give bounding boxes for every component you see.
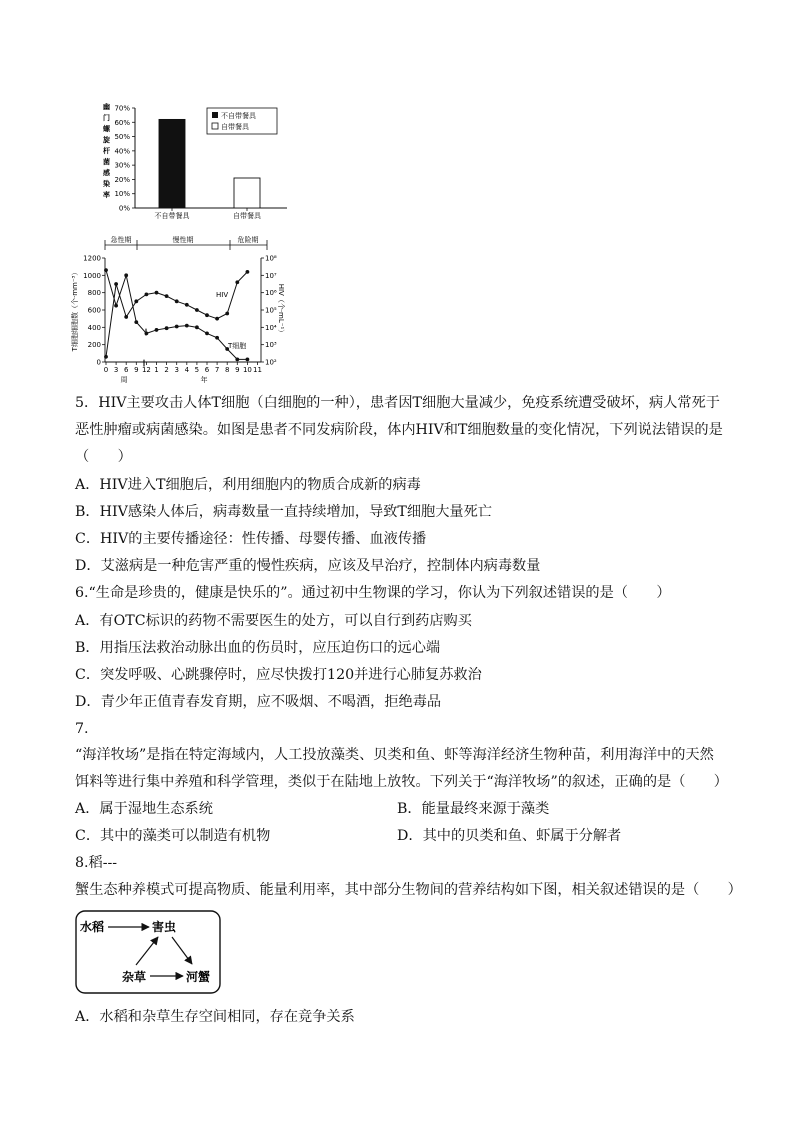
x-tick-label: 3 (113, 366, 119, 374)
left-axis-label: T细胞细胞数（个·mm⁻³） (71, 268, 79, 352)
edge-pest-crab (172, 937, 192, 964)
x-tick-label: 0 (103, 366, 109, 374)
node-weed: 杂草 (122, 970, 147, 984)
tcell-data-point (124, 273, 128, 277)
right-tick-label: 10² (265, 358, 277, 367)
right-tick-label: 10⁸ (265, 254, 277, 263)
legend-label-2: 自带餐具 (221, 123, 249, 131)
phase-danger: 危险期 (237, 236, 259, 244)
hiv-data-point (235, 280, 239, 284)
tcell-data-point (185, 324, 189, 328)
hiv-data-point (114, 282, 118, 286)
y-tick-label: 50% (114, 133, 130, 142)
y-label-char: 率 (103, 191, 110, 199)
hiv-data-point (185, 303, 189, 307)
x-tick-label: 5 (194, 366, 200, 374)
tcell-data-point (195, 325, 199, 329)
y-tick-label: 0% (118, 204, 130, 213)
q6-stem: 6.“生命是珍贵的，健康是快乐的”。通过初中生物课的学习，你认为下列叙述错误的是（ ） (75, 585, 671, 601)
q7-stem-line1: “海洋牧场”是指在特定海域内，人工投放藻类、贝类和鱼、虾等海洋经济生物种苗，利用海洋中的天然 (75, 747, 714, 763)
hiv-data-point (124, 315, 128, 319)
x-tick-label: 8 (224, 366, 230, 374)
x-tick-label: 4 (184, 366, 190, 374)
q7-number: 7. (75, 721, 89, 737)
q6-option-b: B．用指压法救治动脉出血的伤员时，应压迫伤口的远心端 (75, 640, 441, 656)
q8-number: 8.稻--- (75, 855, 118, 871)
y-label-char: 螺 (103, 125, 110, 133)
left-tick-label: 600 (87, 306, 101, 315)
food-web-diagram (74, 909, 224, 997)
q6-option-c: C．突发呼吸、心跳骤停时，应尽快拨打120并进行心肺复苏救治 (75, 667, 482, 683)
y-label-char: 幽 (103, 103, 110, 111)
hiv-data-point (225, 312, 229, 316)
y-label-char: 染 (103, 180, 110, 188)
tcell-data-point (155, 328, 159, 332)
infection-bar-chart (95, 100, 305, 222)
q7-option-a: A．属于湿地生态系统 (75, 801, 213, 817)
y-label-char: 感 (103, 169, 110, 177)
q5-option-b: B．HIV感染人体后，病毒数量一直持续增加，导致T细胞大量死亡 (75, 504, 492, 520)
hiv-data-point (246, 270, 250, 274)
x-tick-label: 1 (154, 366, 159, 374)
y-axis-label (103, 102, 111, 199)
tcell-data-point (104, 268, 108, 272)
x-tick-label: 9 (134, 366, 139, 374)
tcell-data-point (235, 358, 239, 362)
hiv-data-point (195, 308, 199, 312)
tcell-data-point (114, 304, 118, 308)
hiv-data-point (165, 294, 169, 298)
q7-option-d: D．其中的贝类和鱼、虾属于分解者 (397, 828, 622, 844)
y-label-char: 旋 (103, 136, 110, 144)
x-tick-label: 不自带餐具 (154, 212, 190, 220)
left-tick-label: 1200 (83, 254, 101, 263)
phase-acute: 急性期 (110, 236, 132, 244)
y-label-char: 门 (103, 114, 110, 122)
bar-1 (159, 119, 185, 208)
q8-stem: 蟹生态种养模式可提高物质、能量利用率，其中部分生物间的营养结构如下图，相关叙述错误的是（ ） (75, 882, 742, 898)
tcell-data-point (215, 336, 219, 340)
left-tick-label: 1000 (83, 271, 101, 280)
tcell-data-point (175, 325, 179, 329)
right-tick-label: 10⁵ (265, 306, 277, 315)
x-tick-label: 3 (174, 366, 179, 374)
hiv-data-point (175, 299, 179, 303)
y-label-char: 菌 (103, 158, 110, 166)
x-unit-weeks: 周 (120, 376, 128, 384)
y-tick-label: 70% (114, 104, 130, 113)
right-tick-label: 10³ (265, 341, 277, 350)
y-tick-label: 40% (114, 147, 130, 156)
q5-option-a: A．HIV进入T细胞后，利用细胞内的物质合成新的病毒 (75, 477, 421, 493)
right-tick-label: 10⁴ (265, 323, 277, 332)
x-tick-label: 6 (204, 366, 210, 374)
right-tick-label: 10⁶ (265, 289, 277, 298)
q7-option-b: B．能量最终来源于藻类 (397, 801, 550, 817)
x-tick-label: 10 (242, 366, 252, 374)
legend-swatch-light (212, 123, 218, 129)
x-tick-label: 自带餐具 (233, 212, 261, 220)
y-tick-label: 60% (114, 118, 130, 127)
bar-2 (234, 178, 260, 208)
tcell-data-point (246, 358, 250, 362)
y-tick-label: 20% (114, 175, 130, 184)
q6-option-d: D．青少年正值青春发育期，应不吸烟、不喝酒，拒绝毒品 (75, 694, 442, 710)
phase-chronic: 慢性期 (172, 236, 194, 244)
legend-swatch-dark (212, 112, 218, 118)
left-tick-label: 800 (87, 289, 101, 298)
x-tick-label: 12 (141, 366, 151, 374)
tcell-data-point (205, 332, 209, 336)
axis-break-mark: ∥ (142, 359, 146, 367)
q5-option-d: D．艾滋病是一种危害严重的慢性疾病，应该及早治疗，控制体内病毒数量 (75, 558, 541, 574)
left-tick-label: 400 (87, 323, 101, 332)
left-tick-label: 0 (96, 358, 101, 367)
node-rice: 水稻 (80, 920, 105, 934)
q5-option-c: C．HIV的主要传播途径：性传播、母婴传播、血液传播 (75, 531, 427, 547)
y-tick-label: 30% (114, 161, 130, 170)
hiv-data-point (104, 355, 108, 359)
hiv-data-point (134, 299, 138, 303)
series-label-tcell: T细胞 (228, 342, 247, 350)
x-tick-label: 7 (214, 366, 220, 374)
hiv-data-point (145, 293, 149, 297)
hiv-data-point (155, 291, 159, 295)
right-tick-label: 10⁷ (265, 271, 277, 280)
x-tick-label: 11 (253, 366, 262, 374)
q5-stem-line2: 恶性肿瘤或病菌感染。如图是患者不同发病阶段，体内HIV和T细胞数量的变化情况，下列说法错误的是 (75, 422, 723, 438)
hiv-tcell-line-chart (70, 230, 285, 390)
edge-weed-pest (136, 937, 158, 965)
legend-label-1: 不自带餐具 (221, 112, 256, 120)
x-tick-label: 9 (235, 366, 240, 374)
node-pest: 害虫 (152, 920, 177, 934)
x-tick-label: 6 (123, 366, 129, 374)
q5-answer-paren: （ ） (75, 449, 132, 465)
tcell-data-point (145, 332, 149, 336)
tcell-data-point (165, 326, 169, 330)
q7-option-c: C．其中的藻类可以制造有机物 (75, 828, 271, 844)
right-axis-label: HIV（个·mL⁻¹） (277, 283, 285, 337)
series-label-hiv: HIV (216, 291, 229, 299)
x-unit-years: 年 (200, 376, 208, 384)
q7-stem-line2: 饵料等进行集中养殖和科学管理，类似于在陆地上放牧。下列关于“海洋牧场”的叙述，正确的是（ ） (75, 774, 728, 790)
q8-option-a: A．水稻和杂草生存空间相同，存在竞争关系 (75, 1009, 355, 1025)
q6-option-a: A．有OTC标识的药物不需要医生的处方，可以自行到药店购买 (75, 613, 472, 629)
x-tick-label: 2 (164, 366, 169, 374)
node-crab: 河蟹 (186, 970, 211, 984)
hiv-data-point (215, 317, 219, 321)
y-tick-label: 10% (114, 190, 130, 199)
q5-stem-line1: 5．HIV主要攻击人体T细胞（白细胞的一种），患者因T细胞大量减少，免疫系统遭受破坏，病人常死于 (75, 395, 720, 411)
hiv-data-point (205, 313, 209, 317)
left-tick-label: 200 (87, 341, 101, 350)
y-label-char: 杆 (103, 147, 110, 155)
tcell-data-point (134, 320, 138, 324)
